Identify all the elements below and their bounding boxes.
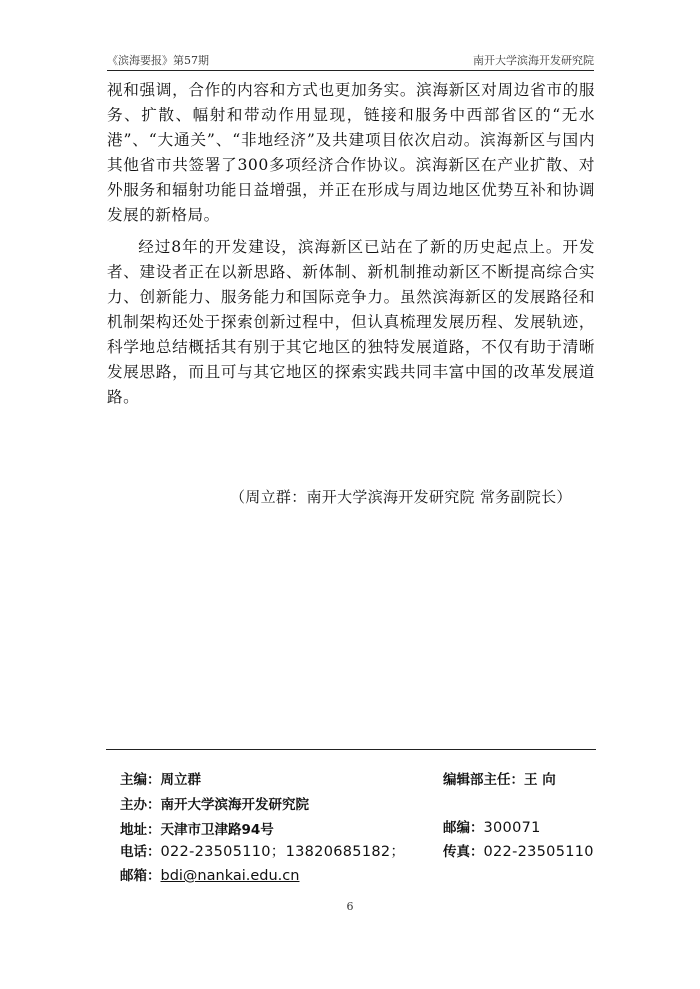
author-signature: （周立群：南开大学滨海开发研究院 常务副院长） xyxy=(230,488,572,506)
page-number: 6 xyxy=(346,900,354,913)
email-line xyxy=(120,864,299,884)
running-header xyxy=(107,52,594,70)
postcode-value: 300071 xyxy=(483,820,541,836)
article-body xyxy=(107,78,595,410)
director-label: 编辑部主任： xyxy=(443,772,524,788)
editor-label: 主编： xyxy=(120,772,161,788)
phone-value: 022-23505110；13820685182； xyxy=(160,844,406,860)
director-line xyxy=(443,768,556,788)
header-publication-title: 《滨海要报》第57期 xyxy=(107,54,209,67)
postcode-line xyxy=(443,816,541,836)
fax-label: 传真： xyxy=(443,844,484,860)
host-label: 主办： xyxy=(120,797,161,813)
header-institute-name: 南开大学滨海开发研究院 xyxy=(473,54,594,67)
address-line xyxy=(120,818,274,838)
editor-line xyxy=(120,768,201,788)
body-paragraph-2: 经过8年的开发建设，滨海新区已站在了新的历史起点上。开发者、建设者正在以新思路、新体制、新机制推动新区不断提高综合实力、创新能力、服务能力和国际竞争力。虽然滨海新区的发展路径和机制架构还处于探索创新过程中，但认真梳理发展历程、发展轨迹，科学地总结概括其有别于其它地区的独特发展道路，不仅有助于清晰发展思路，而且可与其它地区的探索实践共同丰富中国的改革发展道路。 xyxy=(107,238,595,406)
body-paragraph-1: 视和强调，合作的内容和方式也更加务实。滨海新区对周边省市的服务、扩散、幅射和带动作用显现，链接和服务中西部省区的“无水港”、“大通关”、“非地经济”及共建项目依次启动。滨海新区与国内其他省市共签署了300多项经济合作协议。滨海新区在产业扩散、对外服务和辐射功能日益增强，并正在形成与周边地区优势互补和协调发展的新格局。 xyxy=(107,81,595,224)
footer-divider xyxy=(106,749,596,750)
phone-label: 电话： xyxy=(120,844,161,860)
email-link[interactable]: bdi@nankai.edu.cn xyxy=(160,868,300,884)
fax-value: 022-23505110 xyxy=(483,844,594,860)
address-value: 天津市卫津路94号 xyxy=(160,822,274,838)
editor-name: 周立群 xyxy=(160,772,201,788)
director-name: 王 向 xyxy=(524,772,556,788)
host-line xyxy=(120,793,309,813)
host-value: 南开大学滨海开发研究院 xyxy=(160,797,309,813)
postcode-label: 邮编： xyxy=(443,820,484,836)
fax-line xyxy=(443,840,594,860)
email-label: 邮箱： xyxy=(120,868,161,884)
phone-line xyxy=(120,840,405,861)
address-label: 地址： xyxy=(120,822,161,838)
header-divider xyxy=(107,70,594,71)
